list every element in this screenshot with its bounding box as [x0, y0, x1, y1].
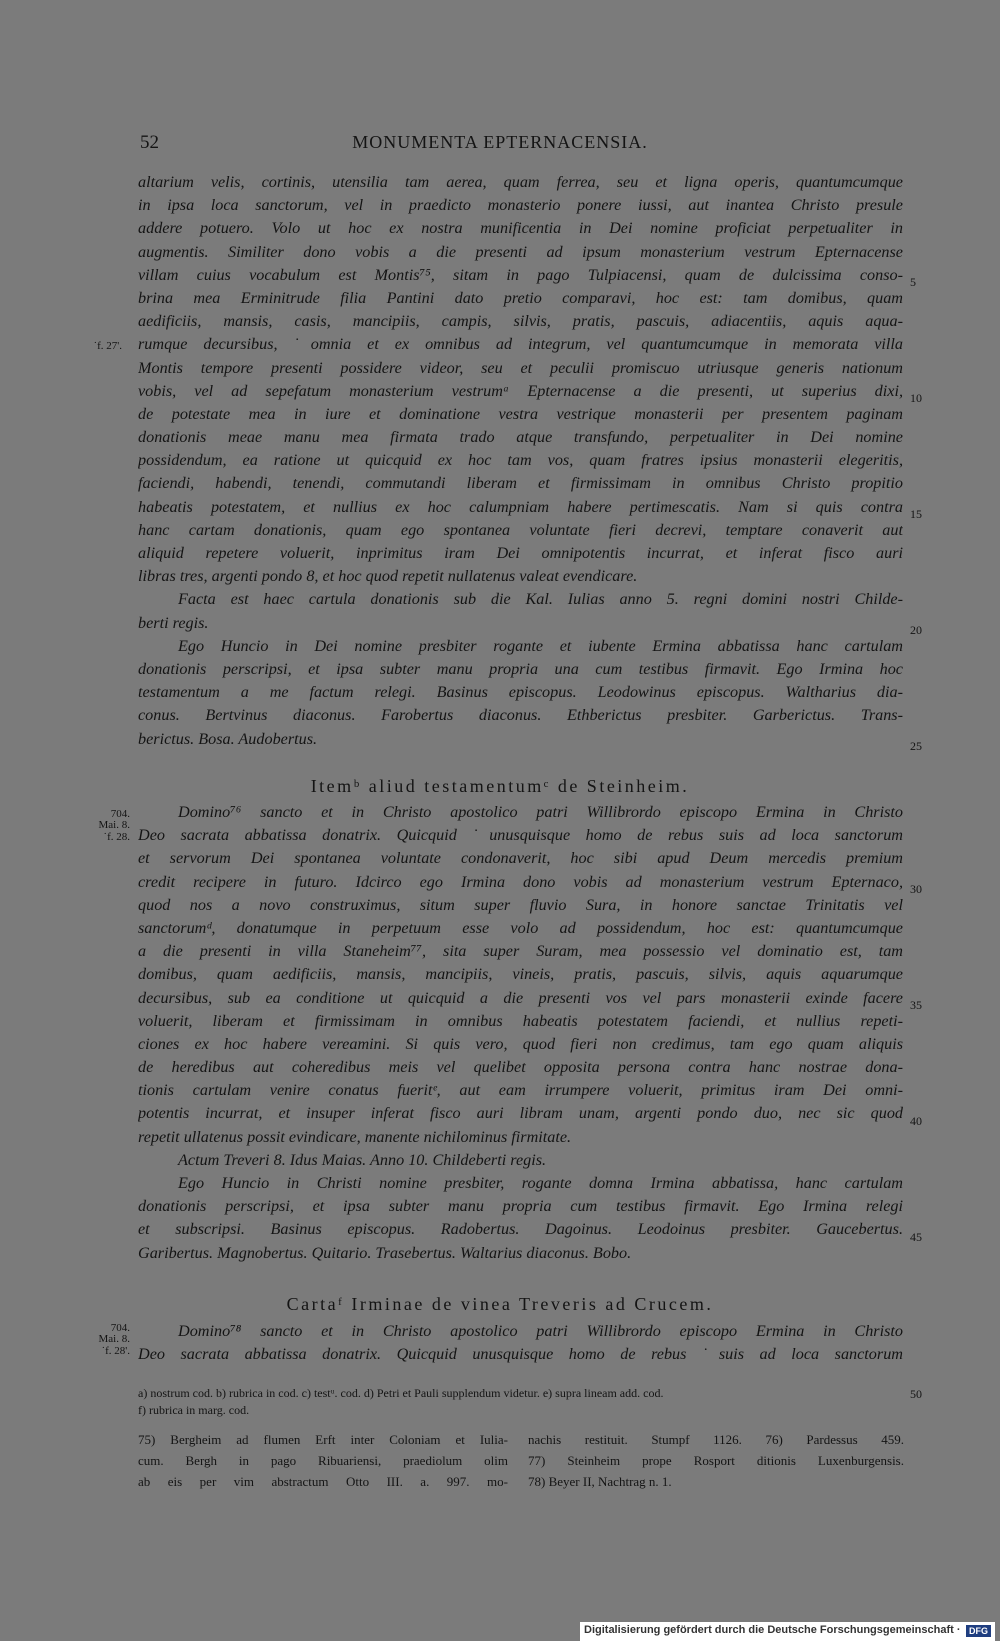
page-number: 52 — [140, 132, 159, 153]
text-line: possidendum, ea ratione ut quicquid ex hoc tam vos, quam fratres ipsius monasterii elegeritis, — [138, 451, 903, 470]
text-line: domibus, quam aedificiis, mansis, mancipiis, vineis, pratis, pascuis, silvis, aquis aquarumque — [138, 965, 903, 984]
text-line: tionis cartulam venire conatus fueritᵉ, aut eam irrumpere voluerit, primitus iram Dei omni- — [138, 1081, 903, 1100]
subscription-line: Ego Huncio in Dei nomine presbiter rogante et iubente Ermina abbatissa hanc cartulam — [178, 636, 903, 655]
page-header — [0, 132, 1000, 154]
endnote-line: 77) Steinheim prope Rosport ditionis Luxenburgensis. — [528, 1453, 904, 1468]
endnote-line: 75) Bergheim ad flumen Erft inter Coloniam et Iulia- — [138, 1432, 508, 1447]
line-number: 30 — [910, 882, 922, 896]
text-line: de potestate mea in iure et dominatione vestra vestrique monasterii per presentem paginam — [138, 404, 903, 423]
text-line: Deo sacrata abbatissa donatrix. Quicquid unusquisque homo de rebus ˙suis ad loca sanctorum — [138, 1345, 903, 1364]
text-line: libras tres, argenti pondo 8, et hoc quod repetit nullatenus valeat evendicare. — [138, 567, 638, 586]
folio-marker: ˙f. 28. — [103, 831, 130, 843]
subscription-line: donationis perscripsi, et ipsa subter manu propria una cum testibus firmavit. Ego Irmina hoc — [138, 659, 903, 678]
dating-clause: berti regis. — [138, 613, 209, 632]
subscription-line: Ego Huncio in Christi nomine presbiter, rogante domna Irmina abbatissa, hanc cartulam — [178, 1174, 903, 1192]
dating-clause: Actum Treveri 8. Idus Maias. Anno 10. Childeberti regis. — [178, 1150, 547, 1169]
text-line: habeatis potestatem, et nullius ex hoc calumpniam habere pertimescatis. Nam si quis contra — [138, 497, 903, 516]
line-number: 15 — [910, 507, 922, 521]
text-line: potentis incurrat, et insuper inferat fisco auri libram unam, argenti pondo duo, nec sic quod — [138, 1104, 903, 1123]
dfg-logo: DFG — [966, 1625, 991, 1637]
date-marker: 704. — [110, 1322, 130, 1334]
text-line: aliquid repetere voluerit, inprimitus iram Dei omnipotentis incurrat, et inferat fisco auri — [138, 544, 903, 562]
subscription-line: berictus. Bosa. Audobertus. — [138, 729, 318, 748]
text-line: addere potuero. Volo ut hoc ex nostra munificentia in Dei nomine proficiat perpetualiter in — [138, 219, 903, 238]
text-line: vobis, vel ad sepefatum monasterium vestrumᵃ Epternacense a die presenti, ut superius dixi, — [138, 381, 903, 400]
text-line: voluerit, liberam et firmissimam in omnibus habeatis potestatem faciendi, et nullius repeti- — [138, 1011, 903, 1030]
charter-text-3 — [138, 1320, 903, 1366]
text-line: quod nos a novo construximus, situm super fluvio Sura, in honore sanctae Trinitatis vel — [138, 895, 903, 914]
line-number: 25 — [910, 739, 922, 753]
text-line: Domino⁷⁸ sancto et in Christo apostolico patri Willibrordo episcopo Ermina in Christo — [178, 1322, 903, 1340]
text-line: villam cuius vocabulum est Montis⁷⁵, sitam in pago Tulpiacensi, quam de dulcissima conso- — [138, 265, 903, 284]
subscription-line: donationis perscripsi, et ipsa subter manu propria cum testibus firmavit. Ego Irmina relegi — [138, 1197, 903, 1216]
endnote-line: 78) Beyer II, Nachtrag n. 1. — [528, 1474, 672, 1489]
text-line: de heredibus aut coheredibus meis vel quelibet opposita persona contra hanc nostrae dona- — [138, 1058, 903, 1077]
text-line: augmentis. Similiter dono vobis a die presenti ad ipsum monasterium vestrum Epternacense — [138, 242, 903, 261]
text-line: hanc cartam donationis, quam ego spontanea voluntate fieri decrevi, temptare conaverit aut — [138, 520, 903, 539]
subscription-line: et subscripsi. Basinus episcopus. Radobertus. Dagoinus. Leodoinus presbiter. Gaucebertus. — [138, 1220, 903, 1239]
text-line: Domino⁷⁶ sancto et in Christo apostolico patri Willibrordo episcopo Ermina in Christo — [178, 803, 903, 821]
endnote-line: nachis restituit. Stumpf 1126. 76) Pardessus 459. — [528, 1432, 904, 1447]
endnote-line: ab eis per vim abstractum Otto III. a. 997. mo- — [138, 1474, 508, 1489]
running-title: MONUMENTA EPTERNACENSIA. — [352, 132, 648, 152]
text-line: brina mea Erminitrude filia Pantini dato pretio comparavi, hoc est: tam domibus, quam — [138, 288, 903, 307]
line-number: 50 — [910, 1387, 922, 1401]
text-line: et servorum Dei spontanea voluntate condonaverit, hoc sibi apud Deum mercedis premium — [138, 849, 903, 868]
text-line: Montis tempore presenti possidere videor, seu et peculii promiscuo utriusque generis nationum — [138, 358, 903, 377]
section-title: Itemᵇ aliud testamentumᶜ de Steinheim. — [310, 776, 690, 796]
line-number: 10 — [910, 391, 922, 405]
dating-clause: Facta est haec cartula donationis sub die Kal. Iulias anno 5. regni domini nostri Childe- — [178, 590, 903, 609]
text-line: repetit ullatenus possit evindicare, manente nichilominus firmitate. — [138, 1127, 572, 1146]
text-line: credit recipere in futuro. Idcirco ego Irmina dono vobis ad monasterium vestrum Epternaco, — [138, 872, 903, 891]
endnotes-left — [138, 1429, 508, 1492]
text-line: altarium velis, cortinis, utensilia tam aerea, quam ferrea, seu et ligna operis, quantumcumque — [138, 173, 903, 191]
subscription-line: testamentum a me factum relegi. Basinus episcopus. Leodowinus episcopus. Waltharius dia- — [138, 683, 903, 702]
text-line: donationis meae manu mea firmata trado atque transfundo, perpetualiter in Dei nomine — [138, 428, 903, 447]
text-line: in ipsa loca sanctorum, vel in praedicto monasterio ponere iussi, aut inantea Christo presule — [138, 196, 903, 215]
text-line: a die presenti in villa Staneheim⁷⁷, sita super Suram, mea possessio vel dominatio est, tam — [138, 942, 903, 961]
folio-marker: ˙f. 28'. — [101, 1345, 130, 1357]
date-marker: 704. — [110, 808, 130, 820]
subscription-line: conus. Bertvinus diaconus. Farobertus diaconus. Ethberictus presbiter. Garberictus. Trans- — [138, 706, 903, 725]
text-line: aedificiis, mansis, casis, mancipiis, campis, silvis, pratis, pascuis, adiacentiis, aquis aqua- — [138, 312, 903, 331]
date-marker: Mai. 8. — [98, 1333, 130, 1345]
subscription-line: Garibertus. Magnobertus. Quitario. Trasebertus. Waltarius diaconus. Bobo. — [138, 1243, 632, 1262]
digitization-footer — [580, 1622, 995, 1641]
text-line: faciendi, habendi, tenendi, commutandi liberam et firmissimam in omnibus Christo propitio — [138, 474, 903, 493]
text-line: Deo sacrata abbatissa donatrix. Quicquid ˙unusquisque homo de rebus suis ad loca sanctorum — [138, 826, 903, 845]
line-number: 40 — [910, 1114, 922, 1128]
endnotes-right — [528, 1429, 904, 1492]
line-number: 5 — [910, 275, 916, 289]
section-title: Cartaᶠ Irminae de vinea Treveris ad Crucem. — [286, 1294, 714, 1314]
text-line: ciones ex hoc habere vereamini. Si quis vero, quod fieri non credimus, tam ego quam aliquis — [138, 1034, 903, 1053]
textual-note: f) rubrica in marg. cod. — [138, 1403, 250, 1417]
line-number: 20 — [910, 623, 922, 637]
line-number: 45 — [910, 1230, 922, 1244]
endnote-line: cum. Bergh in pago Ribuariensi, praediolum olim — [138, 1453, 508, 1468]
date-marker: Mai. 8. — [98, 819, 130, 831]
footer-text: Digitalisierung gefördert durch die Deutsche Forschungsgemeinschaft · — [584, 1624, 961, 1636]
line-number: 35 — [910, 998, 922, 1012]
text-line: rumque decursibus, ˙omnia et ex omnibus ad integrum, vel quantumcumque in memorata villa — [138, 335, 903, 354]
charter-text-1 — [138, 171, 903, 751]
folio-marker: ˙f. 27'. — [93, 340, 122, 352]
textual-note: a) nostrum cod. b) rubrica in cod. c) testᵘ. cod. d) Petri et Pauli supplendum videtur. e) supra lineam add. cod. — [138, 1386, 664, 1400]
text-line: sanctorumᵈ, donatumque in perpetuum esse volo ad possidendum, hoc est: quantumcumque — [138, 918, 903, 937]
text-line: decursibus, sub ea conditione ut quicquid a die presenti vos vel pars monasterii exinde facere — [138, 988, 903, 1007]
charter-text-2 — [138, 801, 903, 1265]
